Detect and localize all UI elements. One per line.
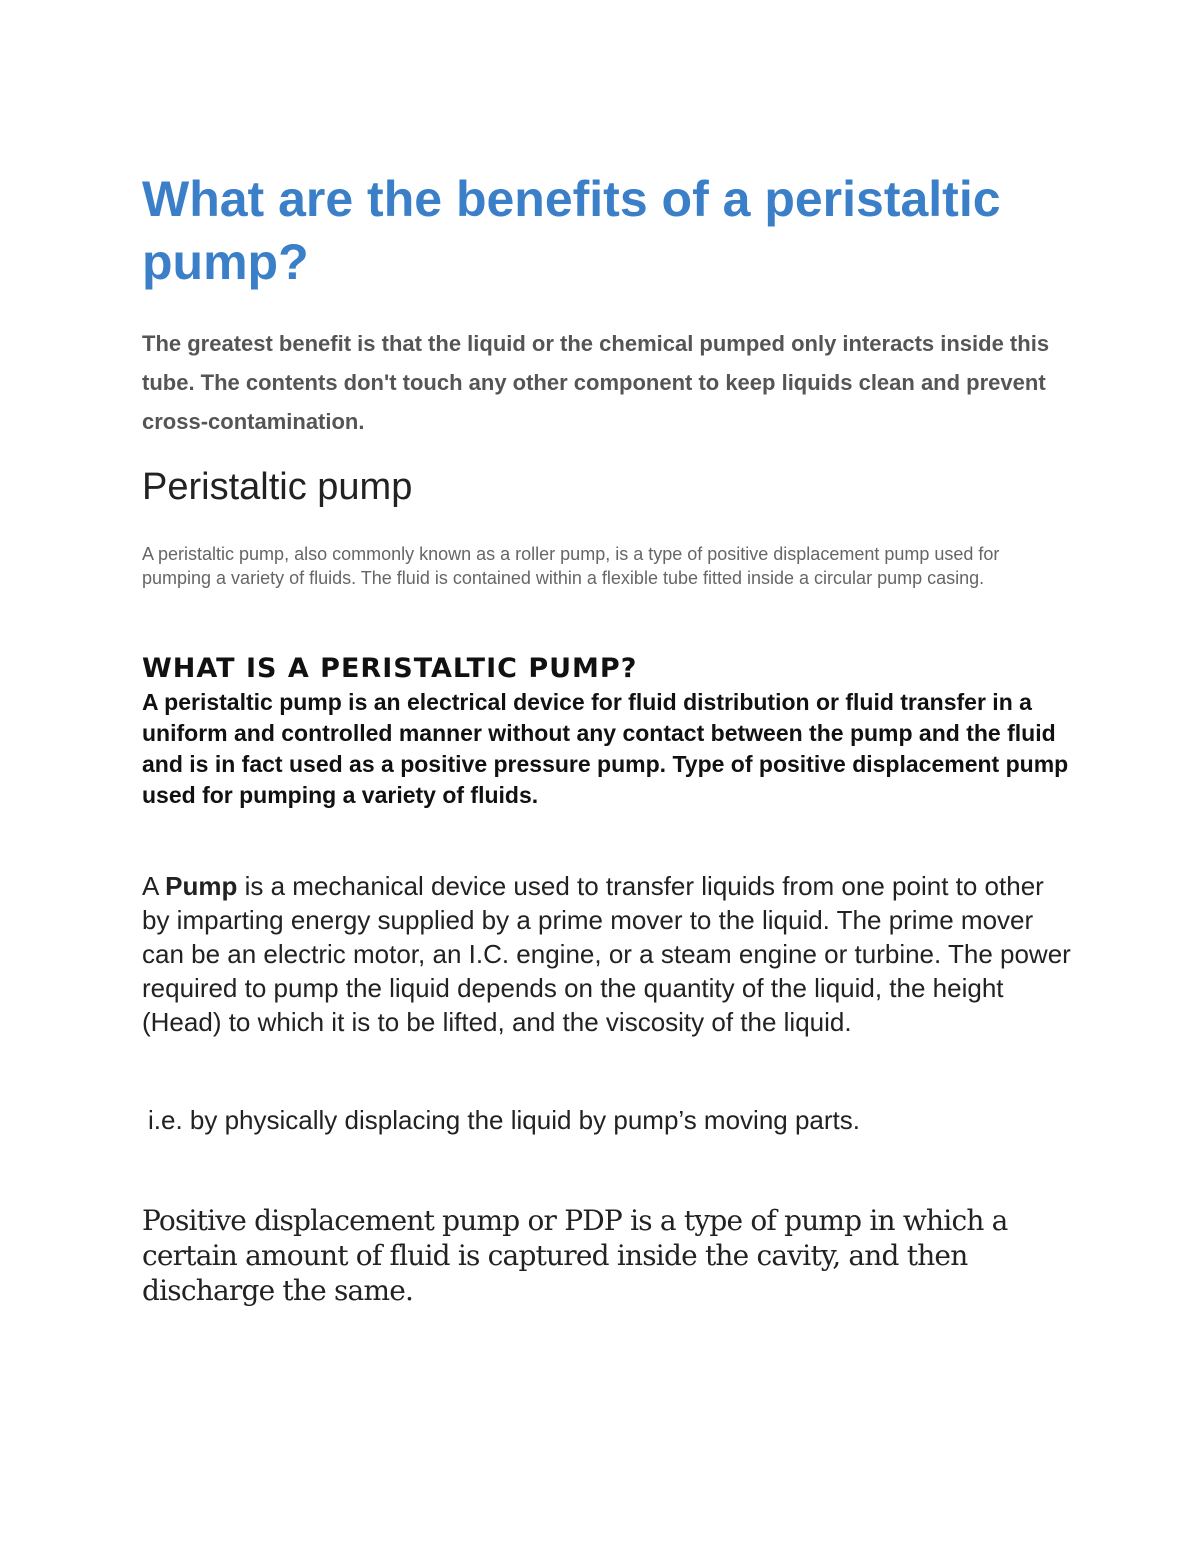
page-title: What are the benefits of a peristaltic pump?: [142, 171, 1001, 290]
section-paragraph: A peristaltic pump, also commonly known as a roller pump, is a type of positive displacement pump used for pumping a variety of fluids. The fluid is contained within a flexible tube fitted inside a circular pump casing.: [142, 544, 1000, 588]
document-content: [142, 168, 1072, 1308]
pump-paragraph-rest: is a mechanical device used to transfer liquids from one point to other by imparting energy supplied by a prime mover to the liquid. The prime mover can be an electric motor, an I.C. engine, or a steam engine or turbine. The power required to pump the liquid depends on the quantity of the liquid, the height (Head) to which it is to be lifted, and the viscosity of the liquid.: [142, 871, 1071, 1037]
pump-paragraph-prefix: A: [142, 871, 166, 901]
pump-paragraph-bold-word: Pump: [165, 871, 238, 901]
ie-paragraph: i.e. by physically displacing the liquid by pump’s moving parts.: [148, 1105, 860, 1135]
section-heading: Peristaltic pump: [142, 466, 413, 508]
lead-paragraph: The greatest benefit is that the liquid or the chemical pumped only interacts inside this tube. The contents don't touch any other component to keep liquids clean and prevent cross-contamination.: [142, 331, 1050, 434]
definition-paragraph: A peristaltic pump is an electrical device for fluid distribution or fluid transfer in a uniform and controlled manner without any contact between the pump and the fluid and is in fact used as a positive pressure pump. Type of positive displacement pump used for pumping a variety of fluids.: [142, 689, 1069, 808]
caps-heading: WHAT IS A PERISTALTIC PUMP?: [142, 653, 638, 684]
pump-paragraph: [142, 869, 1072, 1039]
pdp-paragraph: Positive displacement pump or PDP is a type of pump in which a certain amount of fluid is captured inside the cavity, and then discharge the same.: [142, 1204, 1008, 1307]
